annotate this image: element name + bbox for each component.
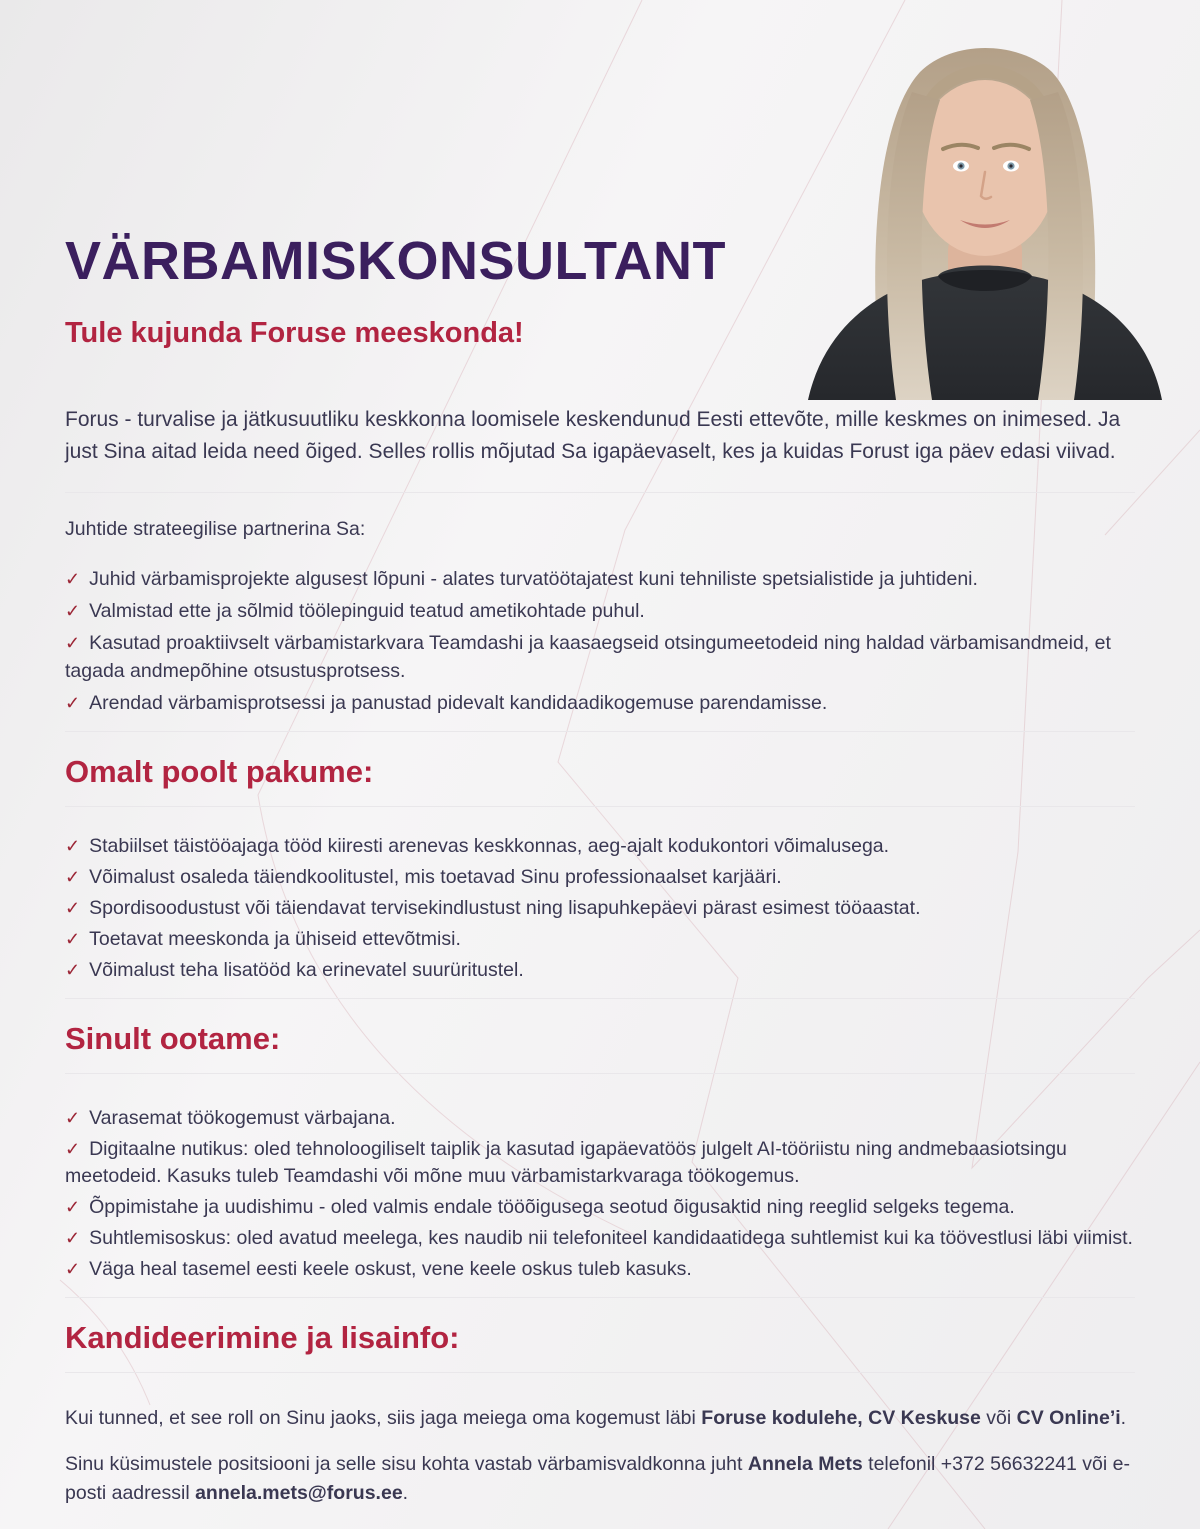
offer-heading: Omalt poolt pakume: [65, 754, 374, 789]
list-item [65, 565, 1135, 593]
list-item-text: Võimalust osaleda täiendkoolitustel, mis toetavad Sinu professionaalset karjääri. [89, 866, 782, 888]
check-icon: ✓ [65, 898, 81, 918]
check-icon: ✓ [65, 633, 81, 653]
intro-paragraph: Forus - turvalise ja jätkusuutliku keskkonna loomisele keskendunud Eesti ettevõte, mille keskmes on inimesed. Ja just Sina aitad leida need õiged. Selles rollis mõjutad Sa igapäevaselt, kes ja kuidas Forust iga päev edasi viivad. [65, 408, 1121, 463]
list-item-text: Arendad värbamisprotsessi ja panustad pidevalt kandidaadikogemuse parendamisse. [89, 692, 828, 714]
list-item [65, 597, 1135, 625]
tasks-lead: Juhtide strateegilise partnerina Sa: [65, 518, 366, 540]
section-divider [65, 1372, 1135, 1373]
contact-text: telefonil +372 56632241 või e-posti aadressil [65, 1453, 1130, 1504]
check-icon: ✓ [65, 1108, 81, 1128]
apply-text: Kui tunned, et see roll on Sinu jaoks, siis jaga meiega oma kogemust läbi [65, 1407, 702, 1429]
list-item [65, 1136, 1135, 1190]
list-item-text: Õppimistahe ja uudishimu - oled valmis endale tööõigusega seotud õigusaktid ning reeglid selgeks tegema. [89, 1196, 1015, 1218]
list-item [65, 926, 1135, 953]
list-item [65, 629, 1135, 685]
section-divider [65, 1073, 1135, 1074]
section-divider [65, 1297, 1135, 1298]
check-icon: ✓ [65, 1139, 81, 1159]
contact-person-name: Annela Mets [747, 1453, 863, 1475]
list-item [65, 895, 1135, 922]
expect-list [65, 1105, 1135, 1283]
list-item-text: Toetavat meeskonda ja ühiseid ettevõtmisi. [89, 928, 461, 950]
apply-text: . [1120, 1407, 1127, 1429]
check-icon: ✓ [65, 960, 81, 980]
list-item-text: Võimalust teha lisatööd ka erinevatel suurüritustel. [89, 959, 524, 981]
section-divider [65, 998, 1135, 999]
list-item-text: Väga heal tasemel eesti keele oskust, vene keele oskus tuleb kasuks. [89, 1258, 692, 1280]
list-item-text: Stabiilset täistööajaga tööd kiiresti arenevas keskkonnas, aeg-ajalt kodukontori võimalusega. [89, 835, 890, 857]
list-item [65, 689, 1135, 717]
check-icon: ✓ [65, 929, 81, 949]
apply-channel-bold: Foruse kodulehe, CV Keskuse [701, 1407, 981, 1429]
check-icon: ✓ [65, 569, 81, 589]
list-item [65, 864, 1135, 891]
list-item [65, 833, 1135, 860]
section-divider [65, 492, 1135, 493]
contact-email: annela.mets@forus.ee [195, 1482, 403, 1504]
expect-heading: Sinult ootame: [65, 1021, 281, 1056]
check-icon: ✓ [65, 867, 81, 887]
list-item [65, 1194, 1135, 1221]
check-icon: ✓ [65, 601, 81, 621]
check-icon: ✓ [65, 1259, 81, 1279]
offer-list [65, 833, 1135, 984]
list-item [65, 1256, 1135, 1283]
list-item-text: Varasemat töökogemust värbajana. [89, 1107, 396, 1129]
apply-channel-bold: CV Online’i [1016, 1407, 1121, 1429]
list-item [65, 1225, 1135, 1252]
apply-text: või [980, 1407, 1017, 1429]
contact-text: Sinu küsimustele positsiooni ja selle sisu kohta vastab värbamisvaldkonna juht [65, 1453, 748, 1475]
list-item-text: Spordisoodustust või täiendavat tervisekindlustust ning lisapuhkepäevi pärast esimest tööaastat. [89, 897, 921, 919]
list-item-text: Juhid värbamisprojekte algusest lõpuni - alates turvatöötajatest kuni tehniliste spetsialistide ja juhtideni. [89, 568, 978, 590]
page-title: VÄRBAMISKONSULTANT [65, 231, 726, 291]
section-divider [65, 806, 1135, 807]
list-item-text: Valmistad ette ja sõlmid töölepinguid teatud ametikohtade puhul. [89, 600, 645, 622]
list-item [65, 957, 1135, 984]
contact-paragraph [65, 1450, 1135, 1508]
check-icon: ✓ [65, 1228, 81, 1248]
list-item-text: Suhtlemisoskus: oled avatud meelega, kes naudib nii telefoniteel kandidaatidega suhtlemist kui ka töövestlusi läbi viimist. [89, 1227, 1133, 1249]
check-icon: ✓ [65, 693, 81, 713]
list-item-text: Digitaalne nutikus: oled tehnoloogiliselt taiplik ja kasutad igapäevatöös julgelt AI-tööriistu ning andmebaasiotsingu meetodeid. Kasuks tuleb Teamdashi või mõne muu värbamistarkvaraga töökogemus. [65, 1138, 1067, 1187]
page-subtitle: Tule kujunda Foruse meeskonda! [65, 317, 524, 349]
list-item [65, 1105, 1135, 1132]
apply-heading: Kandideerimine ja lisainfo: [65, 1320, 460, 1355]
list-item-text: Kasutad proaktiivselt värbamistarkvara Teamdashi ja kaasaegseid otsingumeetodeid ning haldad värbamisandmeid, et tagada andmepõhine otsustusprotsess. [65, 632, 1111, 682]
apply-channels-paragraph [65, 1404, 1135, 1433]
check-icon: ✓ [65, 1197, 81, 1217]
check-icon: ✓ [65, 836, 81, 856]
tasks-list [65, 565, 1135, 717]
contact-text: . [402, 1482, 409, 1504]
section-divider [65, 731, 1135, 732]
